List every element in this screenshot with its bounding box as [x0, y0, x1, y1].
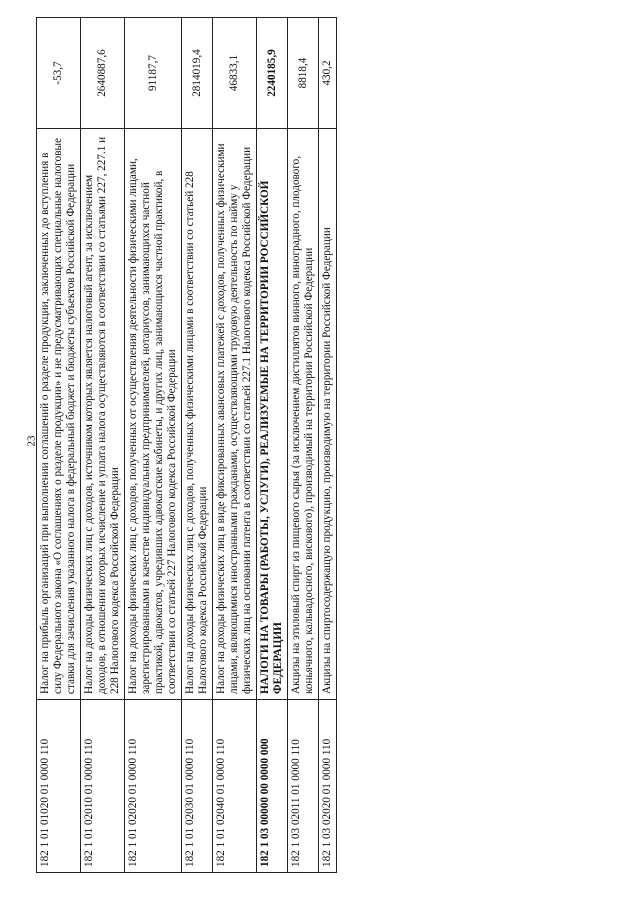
revenue-table	[36, 17, 337, 873]
table-row	[37, 18, 81, 873]
table-body	[37, 18, 337, 873]
table-row	[257, 18, 288, 873]
budget-code-cell: 182 1 01 02030 01 0000 110	[182, 700, 213, 873]
revenue-name-cell: Акцизы на этиловый спирт из пищевого сырья (за исключением дистиллятов винного, виноградного, плодового, коньячного, кальвадосного, вискового), производимый на территории Российской Федерации	[288, 129, 319, 700]
revenue-name-cell: Налог на прибыль организаций при выполнении соглашений о разделе продукции, заключенных до вступления в силу Федерального закона «О соглашениях о разделе продукции» и не предусматривающих специальные налоговые ставки для зачисления указанного налога в федеральный бюджет и бюджеты субъектов Российской Федерации	[37, 129, 81, 700]
amount-cell: -53,7	[37, 18, 81, 129]
revenue-name-cell: Налог на доходы физических лиц с доходов, источником которых является налоговый агент, за исключением доходов, в отношении которых исчисление и уплата налога осуществляются в соответствии со статьями 227, 227.1 и 228 Налогового кодекса Российской Федерации	[81, 129, 125, 700]
page-number: 23	[25, 435, 38, 447]
revenue-name-cell: Налог на доходы физических лиц в виде фиксированных авансовых платежей с доходов, полученных физическими лицами, являющимися иностранными гражданами, осуществляющими трудовую деятельность по найму у физических лиц на основании патента в соответствии со статьей 227.1 Налогового кодекса Российской Федерации	[213, 129, 257, 700]
table-row	[81, 18, 125, 873]
table-row	[288, 18, 319, 873]
amount-cell: 91187,7	[125, 18, 182, 129]
table-row	[319, 18, 337, 873]
budget-code-cell: 182 1 01 02020 01 0000 110	[125, 700, 182, 873]
amount-cell: 2240185,9	[257, 18, 288, 129]
budget-code-cell: 182 1 01 01020 01 0000 110	[37, 700, 81, 873]
revenue-name-cell: Налог на доходы физических лиц с доходов, полученных физическими лицами в соответствии со статьей 228 Налогового кодекса Российской Федерации	[182, 129, 213, 700]
amount-cell: 46833,1	[213, 18, 257, 129]
table-row	[125, 18, 182, 873]
amount-cell: 430,2	[319, 18, 337, 129]
rotated-page	[36, 28, 588, 873]
budget-code-cell: 182 1 03 02011 01 0000 110	[288, 700, 319, 873]
revenue-name-cell: НАЛОГИ НА ТОВАРЫ (РАБОТЫ, УСЛУГИ), РЕАЛИЗУЕМЫЕ НА ТЕРРИТОРИИ РОССИЙСКОЙ ФЕДЕРАЦИИ	[257, 129, 288, 700]
amount-cell: 2640887,6	[81, 18, 125, 129]
table-row	[213, 18, 257, 873]
amount-cell: 2814019,4	[182, 18, 213, 129]
revenue-name-cell: Акцизы на спиртосодержащую продукцию, производимую на территории Российской Федерации	[319, 129, 337, 700]
table-row	[182, 18, 213, 873]
amount-cell: 8818,4	[288, 18, 319, 129]
budget-code-cell: 182 1 01 02040 01 0000 110	[213, 700, 257, 873]
budget-code-cell: 182 1 03 00000 00 0000 000	[257, 700, 288, 873]
budget-code-cell: 182 1 01 02010 01 0000 110	[81, 700, 125, 873]
budget-code-cell: 182 1 03 02020 01 0000 110	[319, 700, 337, 873]
revenue-name-cell: Налог на доходы физических лиц с доходов, полученных от осуществления деятельности физическими лицами, зарегистрированными в качестве индивидуальных предпринимателей, нотариусов, занимающихся частной практикой, адвокатов, учредивших адвокатские кабинеты, и других лиц, занимающихся частной практикой, в соответствии со статьей 227 Налогового кодекса Российской Федерации	[125, 129, 182, 700]
